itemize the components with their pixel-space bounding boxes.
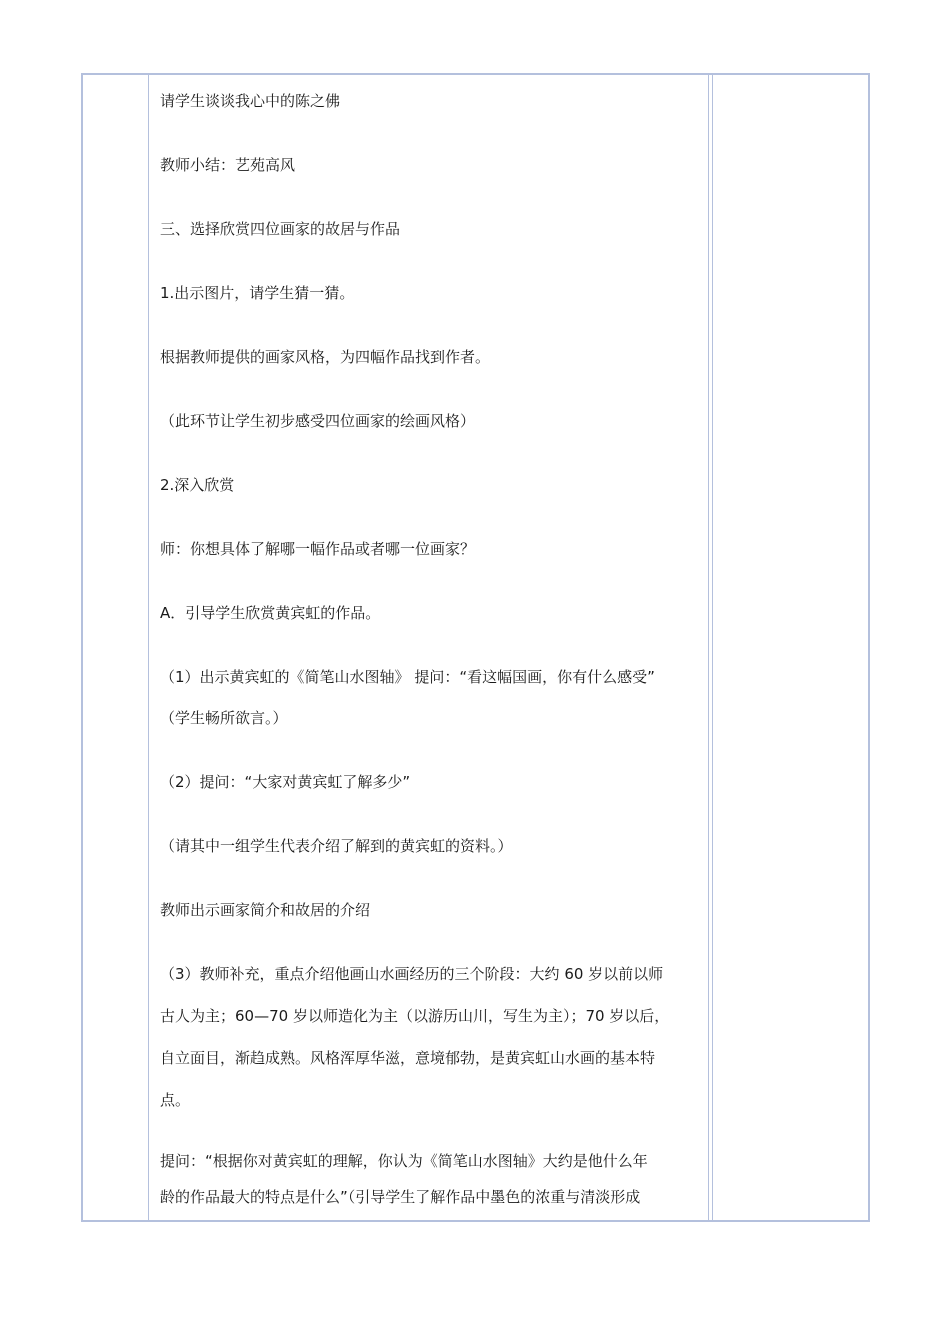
paragraph: 教师小结：艺苑高风: [160, 156, 296, 174]
paragraph: 三、选择欣赏四位画家的故居与作品: [160, 220, 401, 238]
paragraph-line: 龄的作品最大的特点是什么”（引导学生了解作品中墨色的浓重与清淡形成: [160, 1188, 641, 1206]
paragraph-line: （3）教师补充，重点介绍他画山水画经历的三个阶段：大约 60 岁以前以师: [160, 965, 664, 983]
paragraph: 2.深入欣赏: [160, 476, 235, 494]
paragraph: A．引导学生欣赏黄宾虹的作品。: [160, 604, 381, 622]
paragraph-question: [160, 1152, 710, 1220]
paragraph: 1.出示图片，请学生猜一猜。: [160, 284, 355, 302]
paragraph: （1）出示黄宾虹的《简笔山水图轴》 提问：“看这幅国画，你有什么感受”: [160, 668, 655, 686]
paragraph: （请其中一组学生代表介绍了解到的黄宾虹的资料。）: [160, 837, 513, 855]
paragraph: （学生畅所欲言。）: [160, 709, 288, 727]
paragraph-line: 自立面目，渐趋成熟。风格浑厚华滋，意境郁勃，是黄宾虹山水画的基本特: [160, 1049, 656, 1067]
paragraph-teacher-supplement: [160, 965, 710, 1133]
paragraph: 师：你想具体了解哪一幅作品或者哪一位画家？: [160, 540, 476, 558]
paragraph-line: 古人为主；60—70 岁以师造化为主（以游历山川，写生为主）；70 岁以后，: [160, 1007, 670, 1025]
paragraph: 教师出示画家简介和故居的介绍: [160, 901, 371, 919]
paragraph: （此环节让学生初步感受四位画家的绘画风格）: [160, 412, 476, 430]
paragraph: 根据教师提供的画家风格，为四幅作品找到作者。: [160, 348, 491, 366]
paragraph: （2）提问：“大家对黄宾虹了解多少”: [160, 773, 411, 791]
lesson-content-column: [150, 75, 710, 1220]
lesson-table: [81, 73, 870, 1222]
paragraph-line: 提问：“根据你对黄宾虹的理解，你认为《简笔山水图轴》大约是他什么年: [160, 1152, 648, 1170]
paragraph: 请学生谈谈我心中的陈之佛: [160, 92, 341, 110]
column-divider-middle-b: [712, 75, 713, 1220]
column-divider-left: [148, 75, 149, 1220]
paragraph-line: 点。: [160, 1091, 191, 1109]
